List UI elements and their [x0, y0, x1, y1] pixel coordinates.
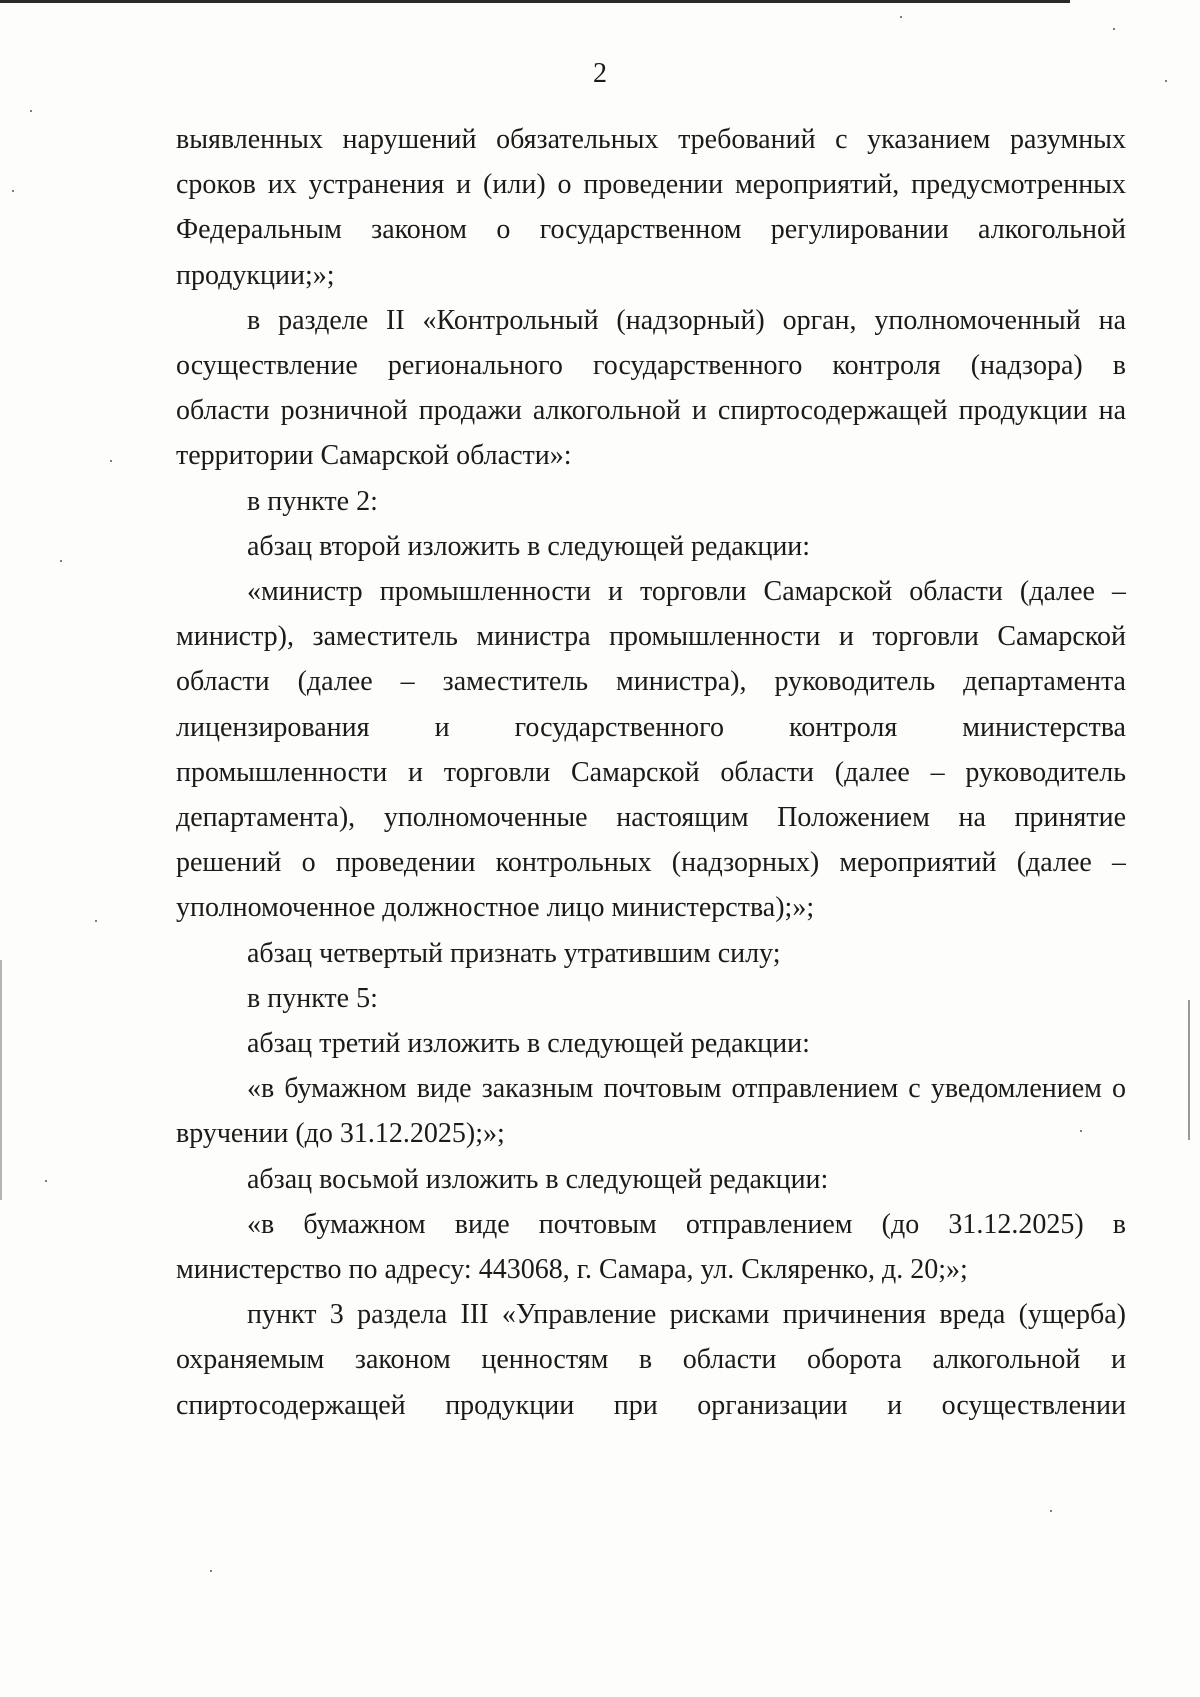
scan-speck	[60, 560, 62, 562]
text-line: «министр промышленности и торговли Самарской области (далее –	[247, 576, 1126, 607]
text-line: абзац третий изложить в следующей редакции:	[247, 1028, 810, 1059]
text-line: министерство по адресу: 443068, г. Самара, ул. Скляренко, д. 20;»;	[176, 1254, 968, 1285]
text-line: лицензирования и государственного контроля министерства	[176, 712, 1126, 743]
text-line: решений о проведении контрольных (надзорных) мероприятий (далее –	[176, 847, 1126, 878]
text-line: в разделе II «Контрольный (надзорный) орган, уполномоченный на	[247, 305, 1126, 336]
text-line: осуществление регионального государственного контроля (надзора) в	[176, 350, 1126, 381]
text-line: абзац четвертый признать утратившим силу;	[247, 938, 781, 969]
text-line: абзац второй изложить в следующей редакции:	[247, 531, 811, 562]
scan-speck	[95, 920, 97, 922]
scan-speck	[1165, 80, 1167, 82]
scan-speck	[1050, 1510, 1052, 1512]
text-line: в пункте 2:	[247, 486, 378, 517]
text-line: территории Самарской области»:	[176, 440, 572, 471]
text-line: уполномоченное должностное лицо министерства);»;	[176, 892, 815, 923]
scan-speck	[1080, 1130, 1082, 1132]
text-line: «в бумажном виде заказным почтовым отправлением с уведомлением о	[247, 1073, 1126, 1104]
scan-speck	[1113, 28, 1115, 30]
text-line: пункт 3 раздела III «Управление рисками причинения вреда (ущерба)	[247, 1299, 1126, 1330]
text-line: министр), заместитель министра промышленности и торговли Самарской	[176, 621, 1126, 652]
scan-speck	[12, 190, 14, 192]
text-line: абзац восьмой изложить в следующей редакции:	[247, 1164, 829, 1195]
text-line: охраняемым законом ценностям в области оборота алкогольной и	[176, 1344, 1126, 1375]
top-scan-edge	[0, 0, 1070, 3]
page-number: 2	[593, 58, 607, 89]
left-scan-edge	[0, 960, 2, 1200]
text-line: спиртосодержащей продукции при организации и осуществлении	[176, 1390, 1126, 1421]
text-line: департамента), уполномоченные настоящим Положением на принятие	[176, 802, 1126, 833]
scan-speck	[210, 1570, 212, 1572]
text-line: вручении (до 31.12.2025);»;	[176, 1118, 505, 1149]
text-line: выявленных нарушений обязательных требований с указанием разумных	[176, 124, 1126, 155]
text-line: сроков их устранения и (или) о проведении мероприятий, предусмотренных	[176, 169, 1126, 200]
text-line: в пункте 5:	[247, 983, 378, 1014]
scan-speck	[900, 16, 902, 18]
scan-speck	[45, 1180, 47, 1182]
text-line: промышленности и торговли Самарской области (далее – руководитель	[176, 757, 1126, 788]
text-line: «в бумажном виде почтовым отправлением (до 31.12.2025) в	[247, 1209, 1126, 1240]
text-line: Федеральным законом о государственном регулировании алкогольной	[176, 214, 1126, 245]
text-line: продукции;»;	[176, 260, 335, 291]
text-line: области (далее – заместитель министра), руководитель департамента	[176, 666, 1126, 697]
scan-speck	[110, 460, 112, 462]
text-line: области розничной продажи алкогольной и спиртосодержащей продукции на	[176, 395, 1126, 426]
scan-speck	[30, 110, 32, 112]
right-scan-edge	[1188, 1000, 1190, 1140]
